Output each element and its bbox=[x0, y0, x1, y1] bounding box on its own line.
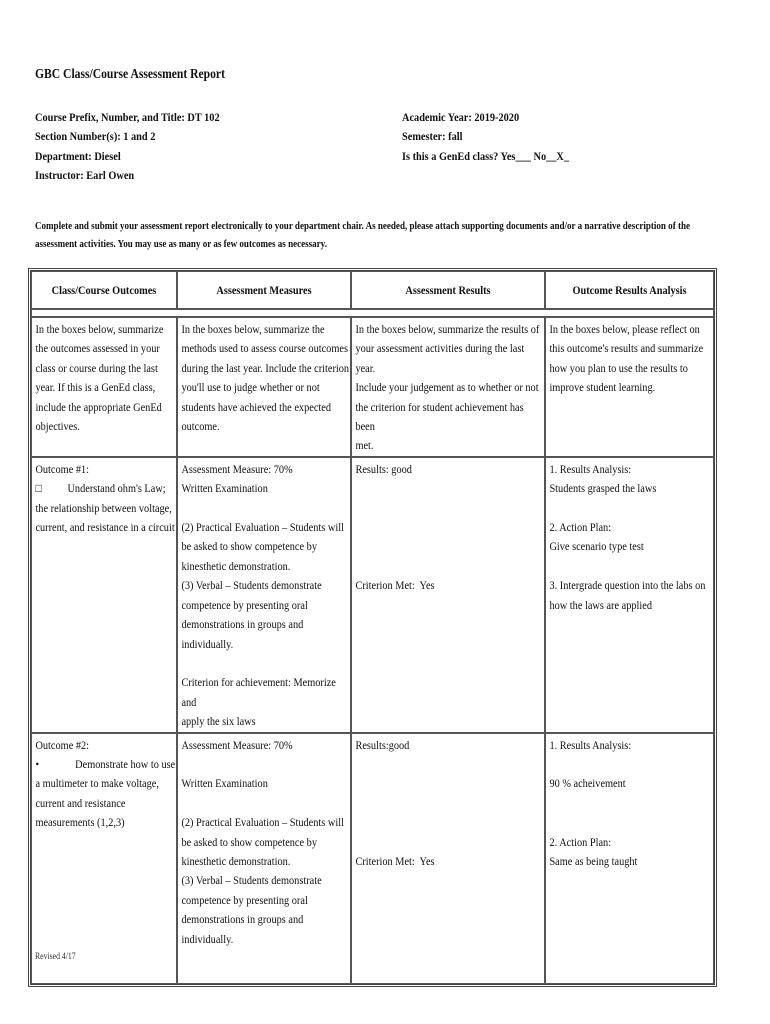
intro-analysis-cell[interactable]: In the boxes below, please reflect on this outcome's results and summarize how you plan to use the results to improve student learning. bbox=[545, 317, 714, 457]
header-results: Assessment Results bbox=[351, 271, 545, 309]
gened-question: Is this a GenEd class? Yes___ No__X_ bbox=[402, 148, 570, 163]
header-analysis: Outcome Results Analysis bbox=[545, 271, 714, 309]
outcome1-outcome-cell[interactable]: Outcome #1: □ Understand ohm's Law; the relationship between voltage, current, and resistance in a circuit bbox=[31, 457, 177, 733]
table-header-row bbox=[31, 271, 714, 309]
academic-year: Academic Year: 2019-2020 bbox=[402, 110, 520, 124]
outcome1-measures-cell[interactable]: Assessment Measure: 70% Written Examination (2) Practical Evaluation – Students will be asked to show competence by kinesthetic demonstration. (3) Verbal – Students demonstrate competence by presenting oral demonstrations in groups and individually. Criterion for achievement: Memorize and apply the six laws bbox=[177, 457, 351, 733]
intro-outcomes-cell[interactable]: In the boxes below, summarize the outcomes assessed in your class or course during the last year. If this is a GenEd class, include the appropriate GenEd objectives. bbox=[31, 317, 177, 457]
table-row bbox=[31, 317, 714, 457]
page-title: GBC Class/Course Assessment Report bbox=[35, 66, 225, 81]
outcome2-outcome-cell[interactable]: Outcome #2: • Demonstrate how to use a multimeter to make voltage, current and resistance measurements (1,2,3) bbox=[31, 733, 177, 984]
outcome1-results-cell[interactable]: Results: good Criterion Met: Yes bbox=[351, 457, 545, 733]
intro-results-cell[interactable]: In the boxes below, summarize the results of your assessment activities during the last year. Include your judgement as to whether or not the criterion for student achievement has been met. bbox=[351, 317, 545, 457]
semester: Semester: fall bbox=[402, 129, 463, 144]
assessment-table bbox=[28, 268, 717, 987]
course-prefix: Course Prefix, Number, and Title: DT 102 bbox=[35, 110, 220, 124]
outcome1-analysis-cell[interactable]: 1. Results Analysis: Students grasped the laws 2. Action Plan: Give scenario type test 3. Intergrade question into the labs on how the laws are applied bbox=[545, 457, 714, 733]
table-row bbox=[31, 457, 714, 733]
course-info-right bbox=[402, 108, 569, 166]
intro-measures-cell[interactable]: In the boxes below, summarize the methods used to assess course outcomes during the last year. Include the criterion you'll use to judge whether or not students have achieved the expected outcome. bbox=[177, 317, 351, 457]
revision-note: Revised 4/17 bbox=[35, 951, 76, 961]
outcome2-measures-cell[interactable]: Assessment Measure: 70% Written Examination (2) Practical Evaluation – Students will be asked to show competence by kinesthetic demonstration. (3) Verbal – Students demonstrate competence by presenting oral demonstrations in groups and individually. bbox=[177, 733, 351, 984]
course-info-left bbox=[35, 108, 220, 185]
header-measures: Assessment Measures bbox=[177, 271, 351, 309]
department: Department: Diesel bbox=[35, 148, 121, 163]
instructor: Instructor: Earl Owen bbox=[35, 167, 135, 182]
table-spacer bbox=[31, 309, 714, 317]
section-numbers: Section Number(s): 1 and 2 bbox=[35, 129, 156, 144]
header-outcomes: Class/Course Outcomes bbox=[31, 271, 177, 309]
outcome2-results-cell[interactable]: Results:good Criterion Met: Yes bbox=[351, 733, 545, 984]
instructions: Complete and submit your assessment report electronically to your department chair. As needed, please attach supporting documents and/or a narrative description of the assessment activities. You may use as many or as few outcomes as necessary. bbox=[35, 221, 690, 250]
table-row bbox=[31, 733, 714, 984]
outcome2-analysis-cell[interactable]: 1. Results Analysis: 90 % acheivement 2. Action Plan: Same as being taught bbox=[545, 733, 714, 984]
